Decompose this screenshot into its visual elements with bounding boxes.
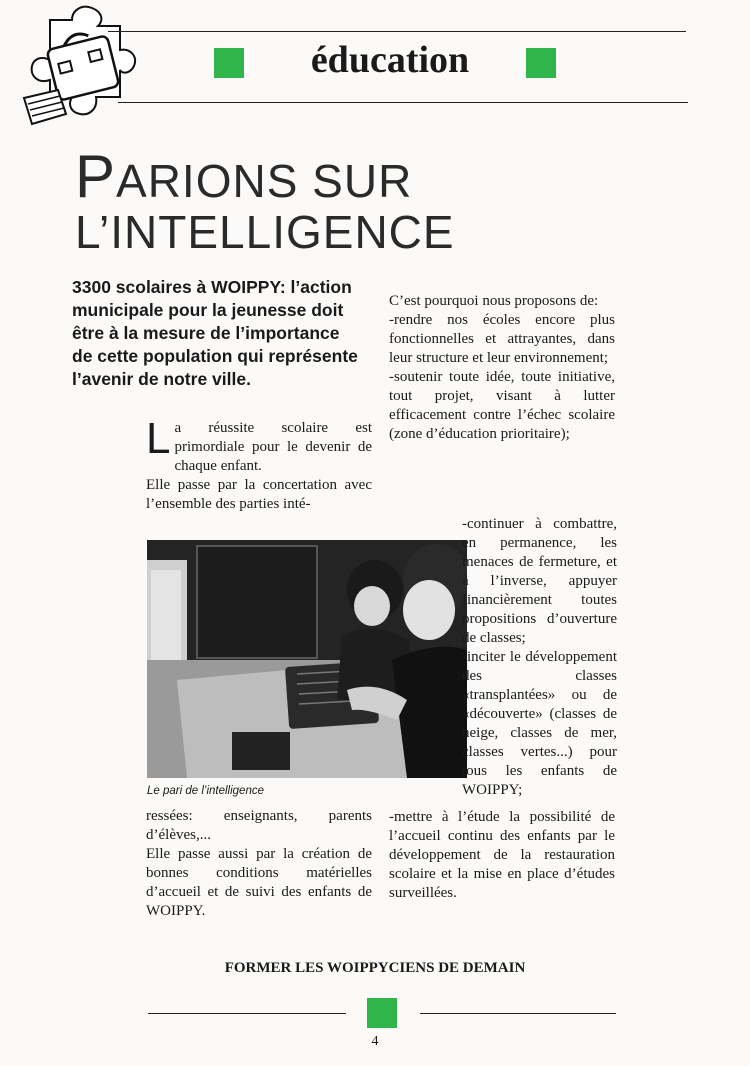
header-rule-top	[108, 31, 686, 32]
footer-title: FORMER LES WOIPPYCIENS DE DEMAIN	[224, 960, 526, 976]
paragraph: -mettre à l’étude la possibilité de l’accueil continu des enfants par le développement de la restauration scolaire et la mise en place d’études surveillées.	[389, 809, 615, 901]
schoolbag-puzzle-icon	[10, 2, 140, 130]
classroom-photo	[147, 540, 467, 778]
footer-green-square	[367, 998, 397, 1028]
green-square-left	[214, 48, 244, 78]
column2-top	[389, 292, 615, 444]
title-rest: ARIONS SUR	[116, 155, 413, 207]
green-square-right	[526, 48, 556, 78]
article-title-line1	[75, 142, 412, 211]
intro-paragraph: La réussite scolaire est primordiale pour le devenir de chaque enfant.	[146, 414, 372, 474]
lead-paragraph: 3300 scolaires à WOIPPY: l’action municipale pour la jeunesse doit être à la mesure de l’importance de cette population qui représente l’avenir de notre ville.	[72, 277, 358, 389]
paragraph: ressées: enseignants, parents d’élèves,...	[146, 808, 372, 843]
paragraph: -continuer à combattre, en permanence, les menaces de fermeture, et à l’inverse, appuyer financièrement toutes propositions d’ouverture de classes;	[462, 516, 617, 646]
footer-rule-right	[420, 1013, 616, 1014]
footer-rule-left	[148, 1013, 346, 1014]
page-number: 4	[371, 1034, 379, 1049]
paragraph: Elle passe aussi par la création de bonnes conditions matérielles d’accueil et de suivi des enfants de WOIPPY.	[146, 846, 372, 919]
column1-top	[146, 414, 372, 514]
photo-caption: Le pari de l’intelligence	[147, 785, 264, 797]
column1-bottom	[146, 807, 372, 921]
article-title-line2: L’INTELLIGENCE	[75, 206, 455, 258]
paragraph: -inciter le développement des classes «transplantées» ou de «découverte» (classes de neige, classes de mer, classes vertes...) pour tous les enfants de WOIPPY;	[462, 649, 617, 798]
paragraph: -soutenir toute idée, toute initiative, tout projet, visant à lutter efficacement contre l’échec scolaire (zone d’éducation prioritaire);	[389, 369, 615, 442]
photo-illustration	[147, 540, 467, 778]
paragraph: C’est pourquoi nous proposons de:	[389, 293, 599, 309]
column2-narrow	[462, 515, 617, 800]
column2-bottom	[389, 808, 615, 903]
paragraph: Elle passe par la concertation avec l’ensemble des parties inté-	[146, 477, 372, 512]
title-initial: P	[75, 143, 117, 210]
header-rule-bottom	[118, 102, 688, 103]
section-title: éducation	[310, 39, 470, 81]
drop-cap: L	[146, 414, 171, 463]
paragraph: -rendre nos écoles encore plus fonctionnelles et attrayantes, dans leur structure et leur environnement;	[389, 312, 615, 366]
